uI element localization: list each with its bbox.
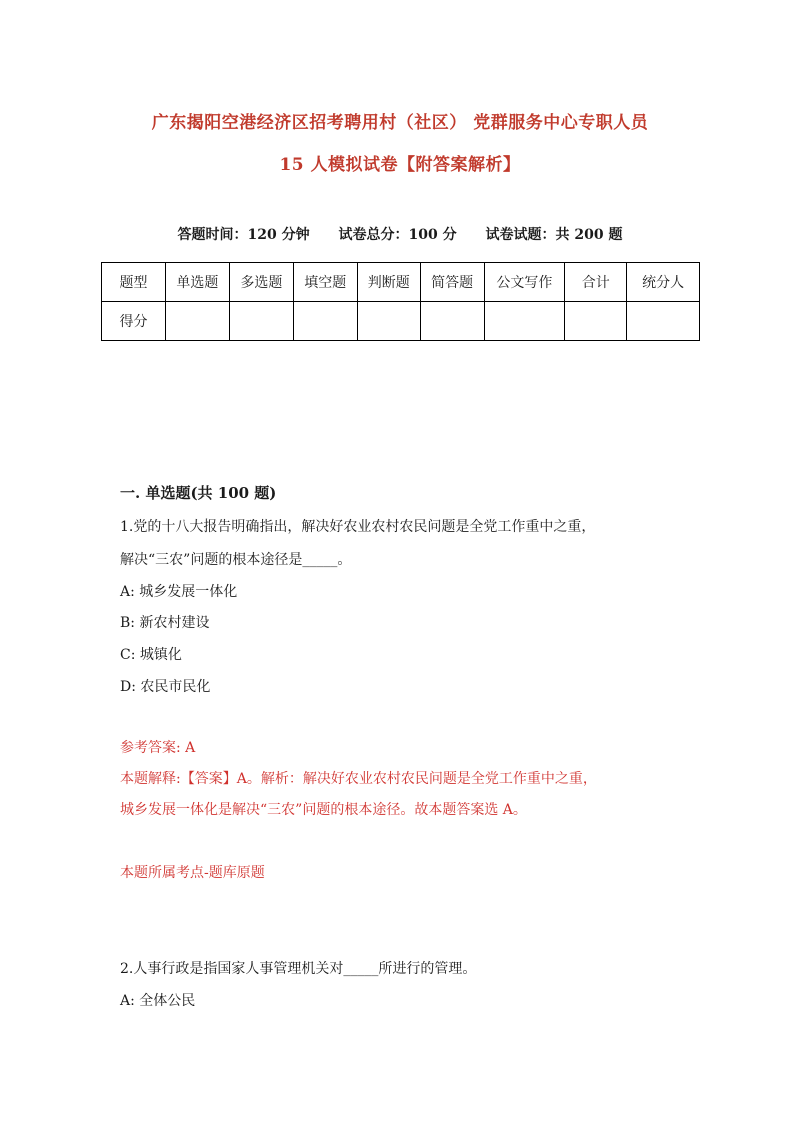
table-header-cell: 单选题 xyxy=(165,263,229,302)
section-title: 一. 单选题(共 100 题) xyxy=(120,484,277,502)
score-cell[interactable] xyxy=(165,302,229,341)
question-1-stem-line2: 解决“三农”问题的根本途径是_____。 xyxy=(120,552,352,568)
score-cell[interactable] xyxy=(357,302,420,341)
question-1-option-a: A: 城乡发展一体化 xyxy=(120,584,238,600)
table-header-cell: 判断题 xyxy=(357,263,420,302)
score-table xyxy=(101,262,700,341)
score-table-score-row xyxy=(102,302,700,341)
question-1-knowledge-point: 本题所属考点-题库原题 xyxy=(120,865,265,881)
question-1-option-b: B: 新农村建设 xyxy=(120,615,210,631)
table-row-label: 得分 xyxy=(102,302,166,341)
table-header-cell: 简答题 xyxy=(420,263,484,302)
score-table-header-row xyxy=(102,263,700,302)
exam-time: 答题时间：120 分钟 xyxy=(177,227,310,243)
table-header-cell: 填空题 xyxy=(293,263,357,302)
table-header-cell: 公文写作 xyxy=(484,263,565,302)
question-1-explanation-line2: 城乡发展一体化是解决“三农”问题的根本途径。故本题答案选 A。 xyxy=(120,802,527,818)
question-1-explanation-line1: 本题解释:【答案】A。解析：解决好农业农村农民问题是全党工作重中之重， xyxy=(120,771,597,787)
table-header-cell: 多选题 xyxy=(229,263,293,302)
table-header-cell: 题型 xyxy=(102,263,166,302)
exam-question-count: 试卷试题：共 200 题 xyxy=(485,227,623,243)
score-cell[interactable] xyxy=(627,302,700,341)
table-header-cell: 合计 xyxy=(565,263,627,302)
score-cell[interactable] xyxy=(293,302,357,341)
question-2-option-a: A: 全体公民 xyxy=(120,993,196,1009)
table-header-cell: 统分人 xyxy=(627,263,700,302)
question-1-answer: 参考答案: A xyxy=(120,740,196,756)
score-cell[interactable] xyxy=(229,302,293,341)
question-1-option-d: D: 农民市民化 xyxy=(120,679,211,695)
question-1-option-c: C: 城镇化 xyxy=(120,647,182,663)
exam-title-line2: 15 人模拟试卷【附答案解析】 xyxy=(279,155,521,175)
exam-meta xyxy=(0,224,800,244)
score-cell[interactable] xyxy=(420,302,484,341)
exam-title-line1: 广东揭阳空港经济区招考聘用村（社区） 党群服务中心专职人员 xyxy=(151,113,649,133)
question-1-stem-line1: 1.党的十八大报告明确指出，解决好农业农村农民问题是全党工作重中之重， xyxy=(120,519,596,535)
score-cell[interactable] xyxy=(484,302,565,341)
question-2-stem: 2.人事行政是指国家人事管理机关对_____所进行的管理。 xyxy=(120,961,477,977)
score-cell[interactable] xyxy=(565,302,627,341)
exam-total-score: 试卷总分：100 分 xyxy=(338,227,457,243)
